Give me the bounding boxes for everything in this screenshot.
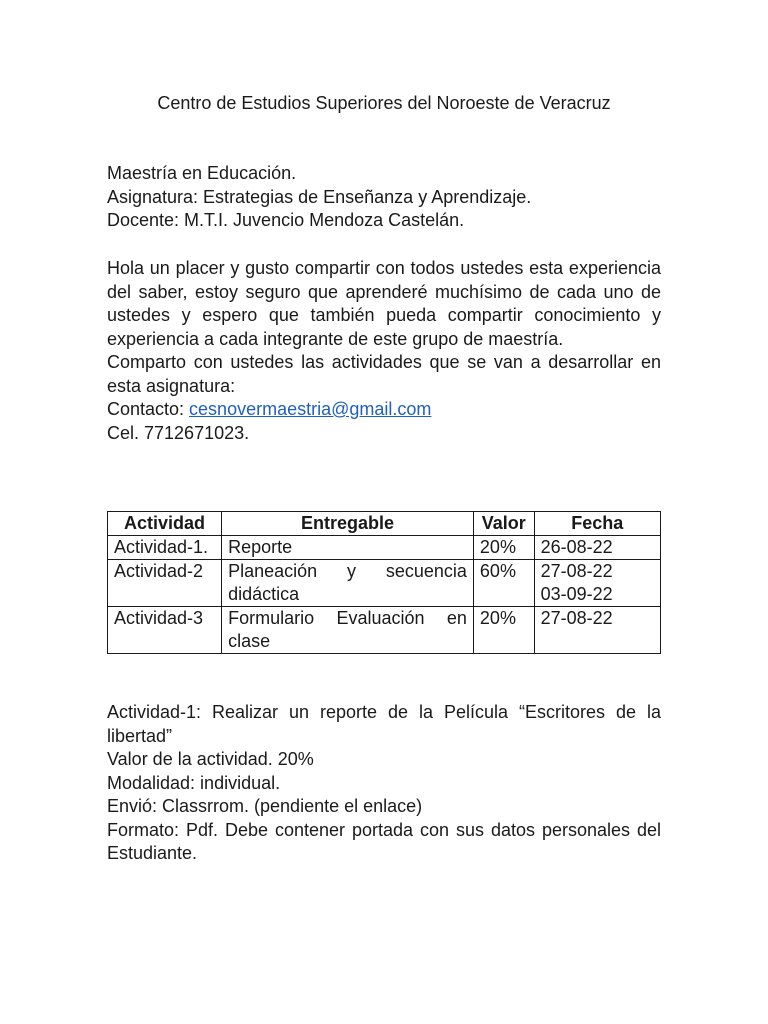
- contact-email-link[interactable]: cesnovermaestria@gmail.com: [189, 399, 432, 419]
- share-paragraph: Comparto con ustedes las actividades que se van a desarrollar en esta asignatura:: [107, 352, 661, 396]
- cell-activity: Actividad-1.: [108, 536, 222, 560]
- header-date: Fecha: [534, 512, 660, 536]
- activity-mode: Modalidad: individual.: [107, 772, 281, 793]
- header-activity: Actividad: [108, 512, 222, 536]
- table-row: [108, 607, 661, 654]
- cell-date: [534, 536, 660, 560]
- subject-line: Asignatura: Estrategias de Enseñanza y Aprendizaje.: [107, 186, 532, 207]
- cell-deliverable: Formulario Evaluación en clase: [222, 607, 474, 654]
- table-row: [108, 560, 661, 607]
- program-line: Maestría en Educación.: [107, 163, 297, 183]
- header-value: Valor: [473, 512, 534, 536]
- table-row: [108, 536, 661, 560]
- cell-value: 20%: [473, 607, 534, 654]
- contact-line: [107, 398, 661, 422]
- date-text-secondary: 03-09-22: [540, 584, 613, 604]
- activity-details: [107, 701, 661, 866]
- activity-value: Valor de la actividad. 20%: [107, 749, 314, 769]
- contact-label: Contacto:: [107, 399, 190, 419]
- institution-title: Centro de Estudios Superiores del Noroeste de Veracruz: [157, 93, 611, 113]
- activity-sent: Envió: Classrrom. (pendiente el enlace): [107, 796, 423, 816]
- cell-activity: Actividad-2: [108, 560, 222, 607]
- intro-section: [107, 257, 661, 445]
- date-text: 26-08-22: [540, 537, 613, 557]
- activities-table: [107, 511, 661, 654]
- activity-format: Formato: Pdf. Debe contener portada con sus datos personales del Estudiante.: [107, 819, 661, 863]
- cell-deliverable: Planeación y secuencia didáctica: [222, 560, 474, 607]
- cell-value: 20%: [473, 536, 534, 560]
- cell-value: 60%: [473, 560, 534, 607]
- date-text: 27-08-22: [540, 561, 613, 581]
- greeting-paragraph: Hola un placer y gusto compartir con todos ustedes esta experiencia del saber, estoy seguro que aprenderé muchísimo de cada uno de ustedes y espero que también pueda compartir conocimiento y experiencia a cada integrante de este grupo de maestría.: [107, 258, 661, 349]
- course-header: [107, 162, 661, 233]
- teacher-line: Docente: M.T.I. Juvencio Mendoza Castelán.: [107, 210, 465, 230]
- phone-line: Cel. 7712671023.: [107, 422, 250, 443]
- cell-activity: Actividad-3: [108, 607, 222, 654]
- cell-deliverable: Reporte: [222, 536, 474, 560]
- cell-date: [534, 560, 660, 607]
- cell-date: [534, 607, 660, 654]
- table-header-row: [108, 512, 661, 536]
- activity-description: Actividad-1: Realizar un reporte de la Película “Escritores de la libertad”: [107, 702, 661, 746]
- date-text: 27-08-22: [540, 608, 613, 628]
- header-deliverable: Entregable: [222, 512, 474, 536]
